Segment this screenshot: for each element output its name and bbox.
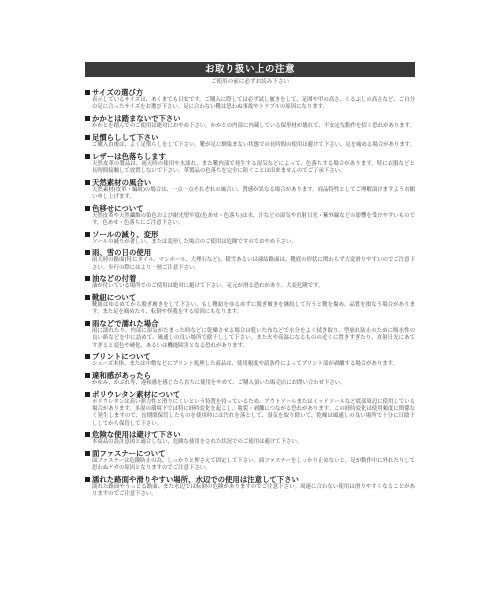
- section-body: 雨天時の路面(特にタイル、マンホール、大理石など)、積雪あるいは凍結路面は、靴底の形状に関わらず大変滑りやすいのでご注意下さい。歩行の際にはより一層ご注意下さい。: [92, 257, 415, 271]
- square-bullet-icon: [85, 250, 90, 255]
- section-heading: [85, 449, 415, 458]
- section-heading: [85, 475, 415, 484]
- section-heading: [85, 371, 415, 380]
- section-body: 本商品の設計意図と適合しない、危険な使用をされた状況でのご使用は避けて下さい。: [92, 439, 303, 446]
- section-heading: [85, 319, 415, 328]
- square-bullet-icon: [85, 90, 90, 95]
- section-polyurethane: [85, 390, 415, 428]
- heading-text: サイズの選び方: [92, 88, 144, 97]
- heading-text: 天然素材の風合い: [92, 177, 152, 187]
- section-body: 天然素材(皮革・編組)の場合は、一点一点それぞれの風合い、質感が異なる場合があります。商品特性としてご理解頂けますようお願い申し上げます。: [92, 186, 415, 200]
- square-bullet-icon: [85, 477, 90, 482]
- section-body: 濡れた路面やうっとる路面、また水辺では転倒の危険がありますのでご注意下さい。周速に合わない使用は滑りやすくなることがありますのでご注意下さい。: [92, 484, 415, 498]
- section-heel-warning: [85, 114, 415, 130]
- heading-text: 雨、雪の日の使用: [92, 248, 152, 258]
- section-heading: [85, 114, 415, 123]
- section-body: 表示しているサイズは、あくまでも目安です。ご購入に際しては必ず試し履きをして、足囲や甲の高さ、くるぶしの高さなど、ご自分の足に合ったサイズをお選び下さい。足に合わない靴は思わぬ事故やトラブルの原因になります。: [92, 97, 415, 111]
- section-heading: [85, 152, 415, 161]
- section-body: ソールの減りが著しい、または変形した場合のご使用は危険ですのでおやめ下さい。: [92, 238, 297, 245]
- section-body: かゆみ、かぶれ等、違和感を感じたら直ちに使用をやめて、ご購入頂いた販売店にお問い合わせ下さい。: [92, 380, 346, 387]
- section-heading: [85, 390, 415, 399]
- square-bullet-icon: [85, 392, 90, 397]
- title-bar: [85, 62, 415, 77]
- square-bullet-icon: [85, 295, 90, 300]
- page-title: お取り扱い上の注意: [204, 64, 295, 75]
- square-bullet-icon: [85, 276, 90, 281]
- heading-text: 危険な使用は避けて下さい: [92, 430, 181, 440]
- section-print: [85, 352, 415, 368]
- section-laces: [85, 293, 415, 316]
- square-bullet-icon: [85, 354, 90, 359]
- square-bullet-icon: [85, 232, 90, 237]
- square-bullet-icon: [85, 135, 90, 140]
- square-bullet-icon: [85, 321, 90, 326]
- section-sole-wear: [85, 230, 415, 246]
- heading-text: 足慣らしして下さい: [92, 132, 159, 142]
- section-oil: [85, 274, 415, 290]
- heading-text: 靴紐について: [92, 293, 137, 303]
- heading-text: 違和感があったら: [92, 371, 152, 381]
- section-body: シューズ本体、または中敷などにプリント処理した商品は、使用頻度や請条件によってプリント部が剥離する場合があります。: [92, 361, 399, 368]
- heading-text: 濡れた路面や滑りやすい場所、水辺での使用は注意して下さい: [92, 475, 299, 485]
- section-wet: [85, 319, 415, 350]
- square-bullet-icon: [85, 180, 90, 185]
- section-velcro: [85, 449, 415, 472]
- square-bullet-icon: [85, 432, 90, 437]
- notice-page: [85, 62, 415, 501]
- section-body: 油が付いている場所でのご使用は絶対に避けて下さい。足元が滑る恐れがあり、大変危険です。: [92, 283, 324, 290]
- heading-text: 雨などで濡れた場合: [92, 319, 159, 329]
- section-body: 雨に濡れたり、内部に湿気がたまった時などに乾燥させる場合は乾いた布などで水分をよく拭き取り、型崩れ防止のために吸水性の良い紙などを中に詰めて、風通しの良い場所で陰干しして下さい。また火や高温になるものの近くに置きすぎたり、直射日光にあてすぎると変色や硬化、あるいは機能障害となる恐れがあります。: [92, 328, 415, 349]
- section-color-fading: [85, 204, 415, 227]
- square-bullet-icon: [85, 154, 90, 159]
- square-bullet-icon: [85, 373, 90, 378]
- section-heading: [85, 88, 415, 97]
- section-leather-color: [85, 152, 415, 175]
- heading-text: 面ファスナーについて: [92, 449, 166, 459]
- section-heading: [85, 133, 415, 142]
- section-heading: [85, 204, 415, 213]
- heading-text: ソールの減り、変形: [92, 229, 159, 239]
- section-body: ご購入直後は、よく足慣らしをして下さい。靴が足に馴染まない状態での長時間の使用は避けて下さい。足を痛める場合があります。: [92, 141, 416, 148]
- section-size-selection: [85, 88, 415, 111]
- heading-text: 色移せについて: [92, 203, 144, 213]
- section-discomfort: [85, 371, 415, 387]
- heading-text: かかとは踏まないで下さい: [92, 114, 181, 123]
- heading-text: プリントについて: [92, 352, 151, 362]
- section-break-in: [85, 133, 415, 149]
- heading-text: レザーは色落ちします: [92, 151, 166, 161]
- section-dangerous-use: [85, 430, 415, 446]
- section-body: 靴紐はゆるめてから脱ぎ履きをして下さい。もし靴紐をゆるめずに脱ぎ履きを継続して行うと靴を傷め、品質を損なう場合があります。また足を痛めたり、転倒や怪我をする原因にもなります。: [92, 302, 415, 316]
- square-bullet-icon: [85, 116, 90, 121]
- section-heading: [85, 230, 415, 239]
- square-bullet-icon: [85, 206, 90, 211]
- section-natural-material: [85, 178, 415, 201]
- section-body: 面ファスナーは危険防止の為、しっかりと押さえて固定して下さい。面ファスナーをしっかり止めないと、足が動作中に外れたりして思わぬケガの原因となりますのでご注意下さい。: [92, 458, 416, 472]
- section-body: 天然皮革の製品は、雨天時の使用や水濡れ、また靴内部で発生する湿気などによって、色落ちする場合があります。特に衣服などと長時間接触して放置しないで下さい。革製品の色落ちを完全に防ぐことは出来ませんのでご了承下さい。: [92, 160, 415, 174]
- heading-text: 油などの付着: [92, 274, 137, 284]
- square-bullet-icon: [85, 451, 90, 456]
- page-subtitle: ご使用の前に必ずお読み下さい: [210, 79, 290, 85]
- section-heading: [85, 178, 415, 187]
- section-body: 天然皮革や天然繊維の染色および耐光堅牢度(色あせ・色落ち)は水、汗などの湿気や直射日光・紫外線などの影響を受けやすいものです。色あせ・色落ちにご注意下さい。: [92, 212, 415, 226]
- section-wet-surfaces: [85, 475, 415, 498]
- sections: [85, 88, 415, 499]
- heading-text: ポリウレタン素材について: [92, 389, 181, 399]
- section-rain-snow: [85, 248, 415, 271]
- section-body: ポリウレタンは高い弾力性と滑りにくいという特質を持っているため、アウトソールまたはミッドソールなど底部周辺に使用している場合があります。多湿の環境下では特に経時変化を起こし、亀裂・剥離につながる恐れがあります。この経時変化は使用頻度に関係なく発生しますので、長期間保管したものを使用時には汚れを落として、湿気を取り除いて、乾燥は風通しの良い場所で十分に日陰干ししてから保管して下さい。: [92, 398, 415, 427]
- section-heading: [85, 293, 415, 302]
- section-body: かかとを踏んでのご使用は絶対におやめ下さい。かかとの内部に内蔵している保形材が壊れて、不安定な動作を招く恐れがあります。: [92, 123, 415, 129]
